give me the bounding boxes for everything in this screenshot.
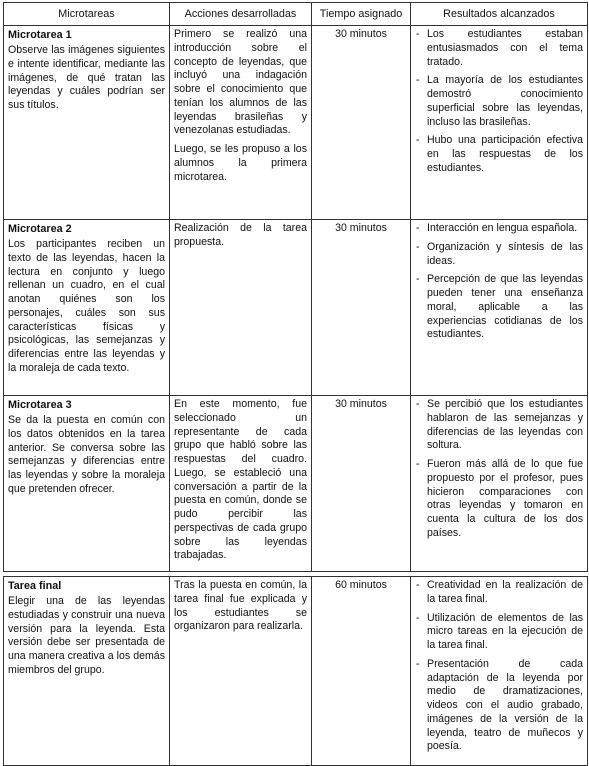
actions-cell [170,577,312,766]
task-title: Microtarea 2 [8,223,72,236]
result-text: Presentación de cada adaptación de la leyenda por medio de dramatizaciones, videos con el audio grabado, imágenes de la versión de la leyenda, teatro de muñecos y poesía. [427,657,583,753]
list-item: - Se percibió que los estudiantes hablaron de las semejanzas y diferencias de las leyendas con soltura. [416,398,583,452]
task-title: Tarea final [8,580,62,593]
results-list [415,398,583,541]
table-header-row [4,3,588,26]
task-description: Los participantes reciben un texto de las leyendas, hacen la lectura en conjunto y luego rellenan un cuadro, en el cual anotan quiénes son los personajes, cuáles son sus características físicas y psicológicas, las semejanzas y diferencias entre las leyendas y la moraleja de cada texto. [8,238,165,374]
table-row [4,26,588,220]
results-cell [411,220,588,396]
results-cell [411,26,588,220]
table-row [4,220,588,396]
result-text: Se percibió que los estudiantes hablaron de las semejanzas y diferencias de las leyendas con soltura. [427,398,583,452]
list-item: - Fueron más allá de lo que fue propuesto por el profesor, pues hicieron comparaciones con otras leyendas y tomaron en cuenta la cultura de los dos países. [416,458,583,539]
results-list [415,579,583,754]
task-description: Elegir una de las leyendas estudiadas y construir una nueva versión para la leyenda. Esta versión debe ser presentada de una manera creativa a los demás miembros del grupo. [8,595,165,676]
task-cell [4,26,170,220]
action-text: Tras la puesta en común, la tarea final fue explicada y los estudiantes se organizaron para realizarla. [174,579,307,633]
time-cell: 30 minutos [312,26,411,220]
result-text: Interacción en lengua española. [427,222,578,235]
task-cell [4,577,170,766]
results-list [415,222,583,342]
result-text: Utilización de elementos de las micro tareas en la ejecución de la tarea final. [427,611,583,652]
header-resultados: Resultados alcanzados [411,3,588,26]
result-text: Los estudiantes estaban entusiasmados con el tema tratado. [427,28,583,68]
header-acciones: Acciones desarrolladas [170,3,312,26]
action-text: En este momento, fue seleccionado un representante de cada grupo que habló sobre las respuestas del cuadro. Luego, se estableció una conversación a partir de la puesta en común, donde se pudo percibir las perspectivas de cada grupo sobre las leyendas trabajadas. [174,398,307,562]
action-text: Luego, se les propuso a los alumnos la primera microtarea. [174,143,307,183]
task-title: Microtarea 3 [8,399,72,412]
result-text: Hubo una participación efectiva en las respuestas de los estudiantes. [427,134,583,174]
list-item: - La mayoría de los estudiantes demostró conocimiento superficial sobre las leyendas, incluso las brasileñas. [416,74,583,128]
result-text: La mayoría de los estudiantes demostró conocimiento superficial sobre las leyendas, incluso las brasileñas. [427,74,583,128]
list-item: - Presentación de cada adaptación de la leyenda por medio de dramatizaciones, videos con el audio grabado, imágenes de la versión de la leyenda, teatro de muñecos y poesía. [416,657,583,753]
actions-cell [170,26,312,220]
results-cell [411,396,588,572]
result-text: Organización y síntesis de las ideas. [427,240,583,267]
action-text: Realización de la tarea propuesta. [174,222,307,248]
table-row [4,577,588,766]
result-text: Percepción de que las leyendas pueden tener una enseñanza moral, aplicable a las experiencias cotidianas de los estudiantes. [427,273,583,341]
results-cell [411,577,588,766]
actions-cell [170,396,312,572]
list-item: - Creatividad en la realización de la tarea final. [416,579,583,605]
microtasks-table [3,2,588,766]
results-list [415,28,583,176]
task-cell [4,396,170,572]
task-description: Observe las imágenes siguientes e intente identificar, mediante las imágenes, de qué tratan las leyendas y cuáles podrían ser sus títulos. [8,44,165,112]
task-title: Microtarea 1 [8,29,72,42]
list-item: - Interacción en lengua española. [416,222,578,235]
result-text: Creatividad en la realización de la tarea final. [427,579,583,605]
time-cell: 60 minutos [312,577,411,766]
list-item: - Los estudiantes estaban entusiasmados con el tema tratado. [416,28,583,68]
list-item: - Hubo una participación efectiva en las respuestas de los estudiantes. [416,134,583,174]
result-text: Fueron más allá de lo que fue propuesto por el profesor, pues hicieron comparaciones con otras leyendas y tomaron en cuenta la cultura de los dos países. [427,458,583,539]
header-tiempo: Tiempo asignado [312,3,411,26]
table-row [4,396,588,572]
task-cell [4,220,170,396]
list-item: - Utilización de elementos de las micro tareas en la ejecución de la tarea final. [416,611,583,652]
header-microtareas: Microtareas [4,3,170,26]
task-description: Se da la puesta en común con los datos obtenidos en la tarea anterior. Se conversa sobre las semejanzas y diferencias entre las leyendas y sobre la moraleja que pretenden ofrecer. [8,414,165,495]
time-cell: 30 minutos [312,396,411,572]
time-cell: 30 minutos [312,220,411,396]
actions-cell [170,220,312,396]
list-item: - Organización y síntesis de las ideas. [416,240,583,267]
list-item: - Percepción de que las leyendas pueden tener una enseñanza moral, aplicable a las experiencias cotidianas de los estudiantes. [416,273,583,341]
action-text: Primero se realizó una introducción sobre el concepto de leyendas, que incluyó una indagación sobre el conocimiento que tenían los alumnos de las leyendas brasileñas y venezolanas estudiadas. [174,28,307,137]
